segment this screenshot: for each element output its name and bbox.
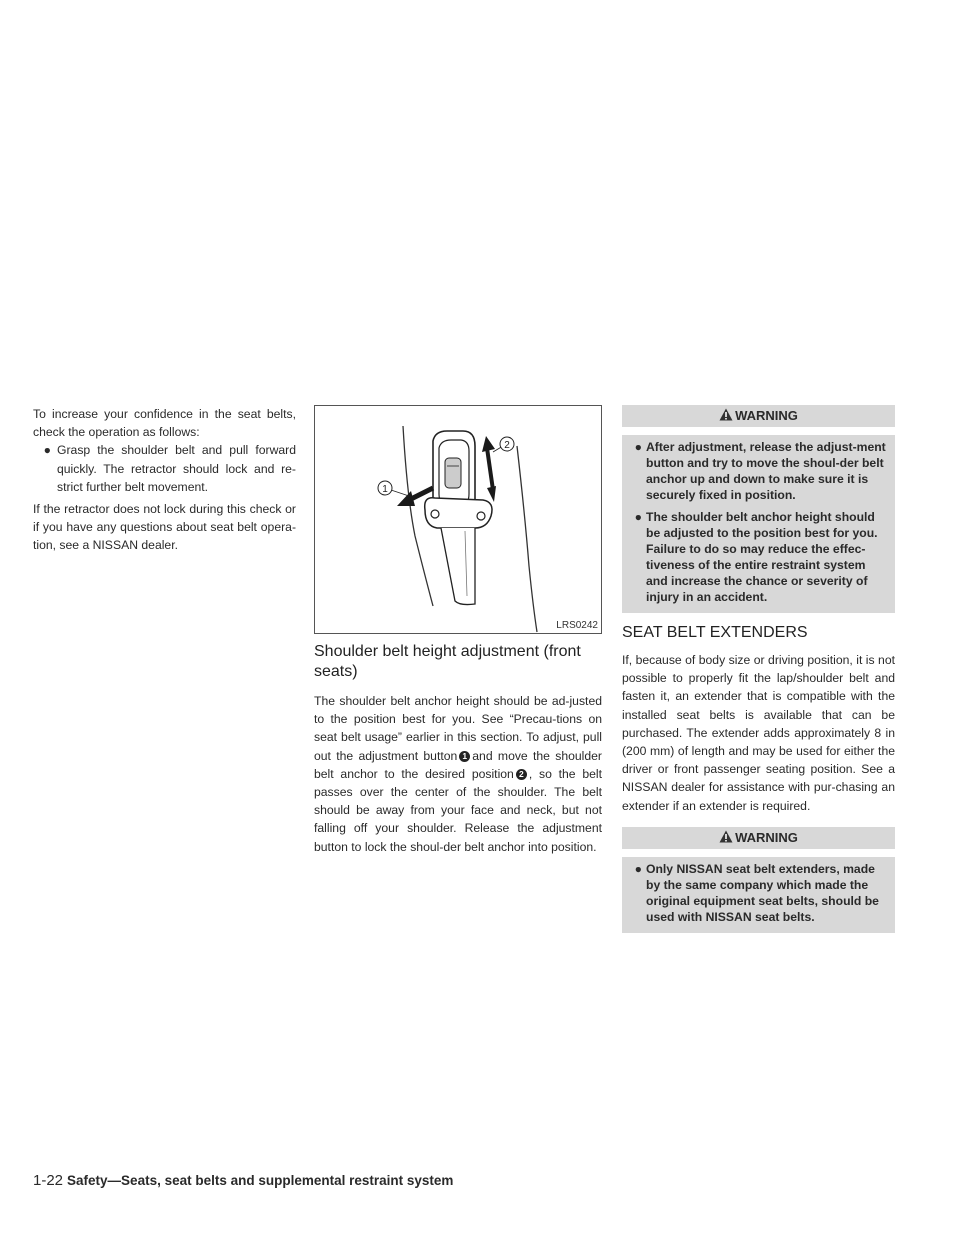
warning-text: Only NISSAN seat belt extenders, made by the same company which made the original equipment seat belts, should be used with NISSAN seat belts. (646, 861, 879, 924)
body-part-b: and move the shoulder belt anchor to the desired position (314, 748, 602, 781)
circled-number-1: 1 (459, 751, 470, 762)
bullet-icon: ● (43, 443, 51, 458)
dealer-paragraph: If the retractor does not lock during this check or if you have any questions about seat belt opera-tion, see a NISSAN dealer. (33, 502, 296, 553)
warning-box (622, 857, 895, 933)
callout-1: 1 (382, 484, 388, 495)
warning-header (622, 405, 895, 427)
list-item (628, 509, 889, 605)
warning-label: WARNING (735, 829, 798, 845)
circled-number-2: 2 (516, 769, 527, 780)
warning-label: WARNING (735, 408, 798, 423)
column-middle (314, 405, 602, 856)
bullet-text: Grasp the shoulder belt and pull forward quickly. The retractor should lock and re-strict further belt movement. (57, 443, 296, 494)
shoulder-belt-heading: Shoulder belt height adjustment (front seats) (314, 643, 581, 680)
shoulder-belt-figure (314, 405, 602, 634)
body-part-c: , so the belt passes over the center of the shoulder. The belt should be away from your face and neck, but not falling off your shoulder. Release the adjustment button to lock the shoul-der belt anchor into position. (314, 766, 602, 854)
warning-text: The shoulder belt anchor height should be adjusted to the position best for you. Failure to do so may reduce the effec-tiveness of the entire restraint system and increase the chance or severity of injury in an accident. (646, 510, 878, 604)
warning-header (622, 827, 895, 849)
warning-text: After adjustment, release the adjust-ment button and try to move the shoul-der belt anchor up and down to make sure it is securely fixed in position. (646, 440, 886, 502)
warning-icon (719, 830, 733, 843)
shoulder-belt-paragraph (314, 692, 602, 856)
body-part-a: The shoulder belt anchor height should be ad-justed to the position best for you. See “Precau-tions on seat belt usage” earlier in this section. To adjust, pull out the adjustment button (314, 694, 602, 763)
extenders-heading: SEAT BELT EXTENDERS (622, 624, 808, 641)
column-right (622, 405, 895, 933)
callout-2: 2 (504, 440, 510, 451)
page-number: 1-22 (33, 1172, 64, 1189)
list-item (628, 857, 889, 925)
column-left (33, 405, 296, 555)
figure-id: LRS0242 (556, 620, 598, 631)
bullet-icon: ● (634, 510, 642, 524)
extenders-paragraph: If, because of body size or driving position, it is not possible to properly fit the lap/shoulder belt and fasten it, an extender that is compatible with the installed seat belts is available that can be purchased. The extender adds approximately 8 in (200 mm) of length and may be used for either the driver or front passenger seating position. See a NISSAN dealer for assistance with pur-chasing an extender if an extender is required. (622, 653, 895, 813)
warning-icon (719, 408, 733, 421)
intro-paragraph: To increase your confidence in the seat belts, check the operation as follows: (33, 407, 296, 440)
section-title: Safety—Seats, seat belts and supplemental restraint system (67, 1173, 454, 1188)
bullet-icon: ● (634, 861, 642, 876)
list-item (628, 435, 889, 503)
list-item (33, 441, 296, 496)
warning-box (622, 435, 895, 613)
shoulder-belt-illustration (315, 406, 601, 633)
page-footer (33, 1172, 453, 1189)
bullet-icon: ● (634, 440, 642, 454)
